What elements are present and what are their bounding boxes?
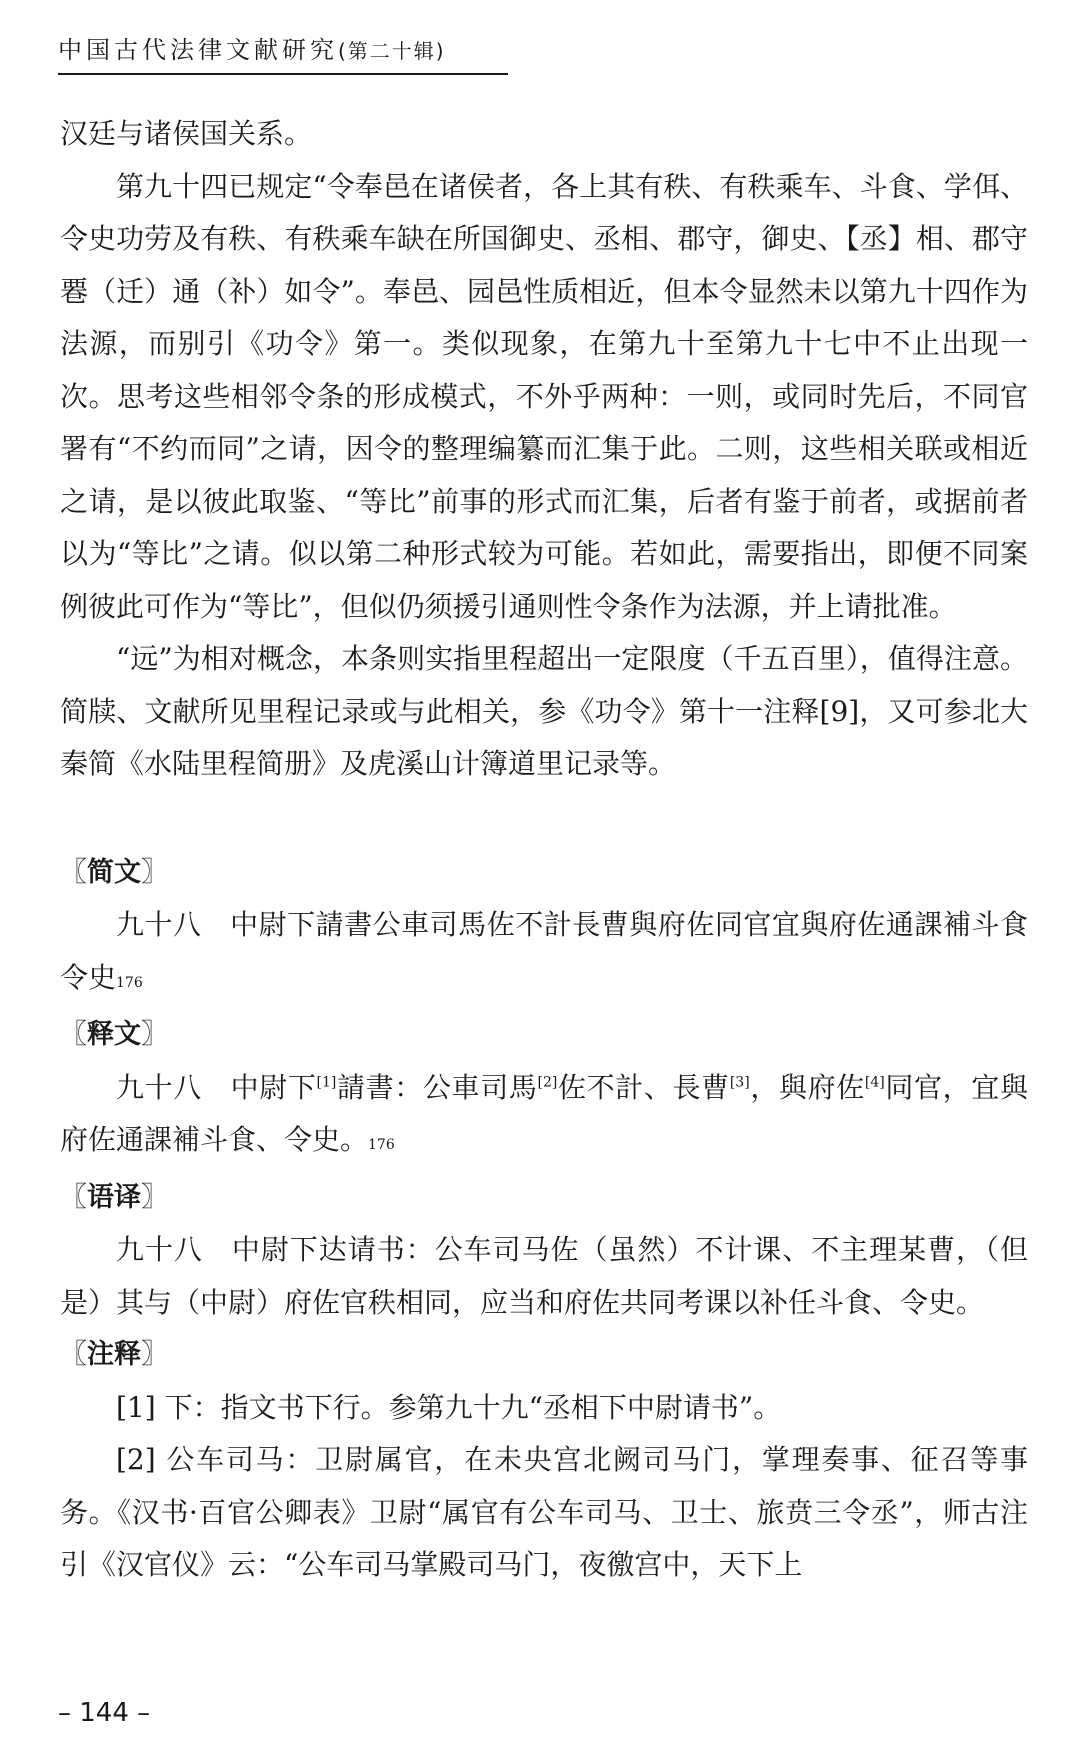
heading-label: 释文	[87, 1019, 141, 1050]
section-heading-jianwen	[60, 847, 1028, 900]
heading-bracket-close: 〗	[141, 1181, 168, 1213]
paragraph: 汉廷与诸侯国关系。	[60, 117, 313, 150]
transcription-text	[60, 1062, 1028, 1172]
strip-number: 176	[116, 974, 143, 991]
journal-volume: (第二十辑)	[338, 39, 446, 63]
section-gap	[60, 791, 1028, 847]
heading-label: 注释	[87, 1339, 141, 1370]
note-ref: [3]	[729, 1074, 750, 1091]
page-number: – 144 –	[58, 1698, 151, 1728]
section-heading-yuyi	[60, 1172, 1028, 1225]
note-item: [2] 公车司马：卫尉属官，在未央宫北阙司马门，掌理奏事、征召等事务。《汉书·百官公卿表》卫尉“属官有公车司马、卫士、旅贲三令丞”，师古注引《汉官仪》云：“公车司马掌殿司马门，夜徼宫中，天下上	[60, 1443, 1028, 1581]
heading-bracket-open: 〖	[60, 1339, 87, 1370]
page-body	[60, 108, 1028, 1592]
note-item: [1] 下：指文书下行。参第九十九“丞相下中尉请书”。	[116, 1390, 782, 1424]
heading-bracket-open: 〖	[60, 1181, 87, 1213]
note-ref: [1]	[316, 1074, 337, 1091]
paragraph: 第九十四已规定“令奉邑在诸侯者，各上其有秩、有秩乘车、斗食、学佴、令史功劳及有秩、有秩乘车缺在所国御史、丞相、郡守，御史、【丞】相、郡守䙴（迁）通（补）如令”。奉邑、园邑性质相近，但本令显然未以第九十四作为法源，而别引《功令》第一。类似现象，在第九十至第九十七中不止出现一次。思考这些相邻令条的形成模式，不外乎两种：一则，或同时先后，不同官署有“不约而同”之请，因令的整理编纂而汇集于此。二则，这些相关联或相近之请，是以彼此取鉴、“等比”前事的形式而汇集，后者有鉴于前者，或据前者以为“等比”之请。似以第二种形式较为可能。若如此，需要指出，即便不同案例彼此可作为“等比”，但似仍须援引通则性令条作为法源，并上请批准。	[60, 169, 1028, 623]
heading-bracket-open: 〖	[60, 856, 87, 888]
running-header	[58, 30, 508, 75]
slip-text-content: 九十八 中尉下請書公車司馬佐不計長曹與府佐同官宜與府佐通課補斗食令史	[60, 908, 1028, 994]
transcription-segment: 九十八 中尉下	[116, 1070, 317, 1104]
transcription-segment: 請書：公車司馬	[336, 1070, 538, 1104]
transcription-segment: 佐不計、長曹	[557, 1070, 730, 1104]
transcription-segment: ，與府佐	[749, 1070, 865, 1104]
heading-bracket-close: 〗	[141, 1339, 168, 1370]
heading-bracket-close: 〗	[141, 856, 168, 888]
section-heading-shiwen	[60, 1009, 1028, 1062]
heading-bracket-close: 〗	[141, 1019, 168, 1050]
heading-bracket-open: 〖	[60, 1019, 87, 1050]
journal-title: 中国古代法律文献研究	[58, 36, 338, 64]
heading-label: 简文	[87, 856, 141, 888]
paragraph: “远”为相对概念，本条则实指里程超出一定限度（千五百里），值得注意。简牍、文献所见里程记录或与此相关，参《功令》第十一注释[9]，又可参北大秦简《水陆里程简册》及虎溪山计簿道里记录等。	[60, 642, 1028, 780]
note-ref: [4]	[864, 1074, 885, 1091]
heading-label: 语译	[87, 1181, 141, 1213]
strip-number: 176	[368, 1137, 395, 1153]
section-heading-zhushi	[60, 1329, 1028, 1382]
translation-text: 九十八 中尉下达请书：公车司马佐（虽然）不计课、不主理某曹，（但是）其与（中尉）府佐官秩相同，应当和府佐共同考课以补任斗食、令史。	[60, 1233, 1028, 1319]
slip-text	[60, 899, 1028, 1009]
note-ref: [2]	[537, 1074, 558, 1091]
transcription-segment: 同官，宜與府佐通課補斗食、令史。	[60, 1070, 1028, 1156]
